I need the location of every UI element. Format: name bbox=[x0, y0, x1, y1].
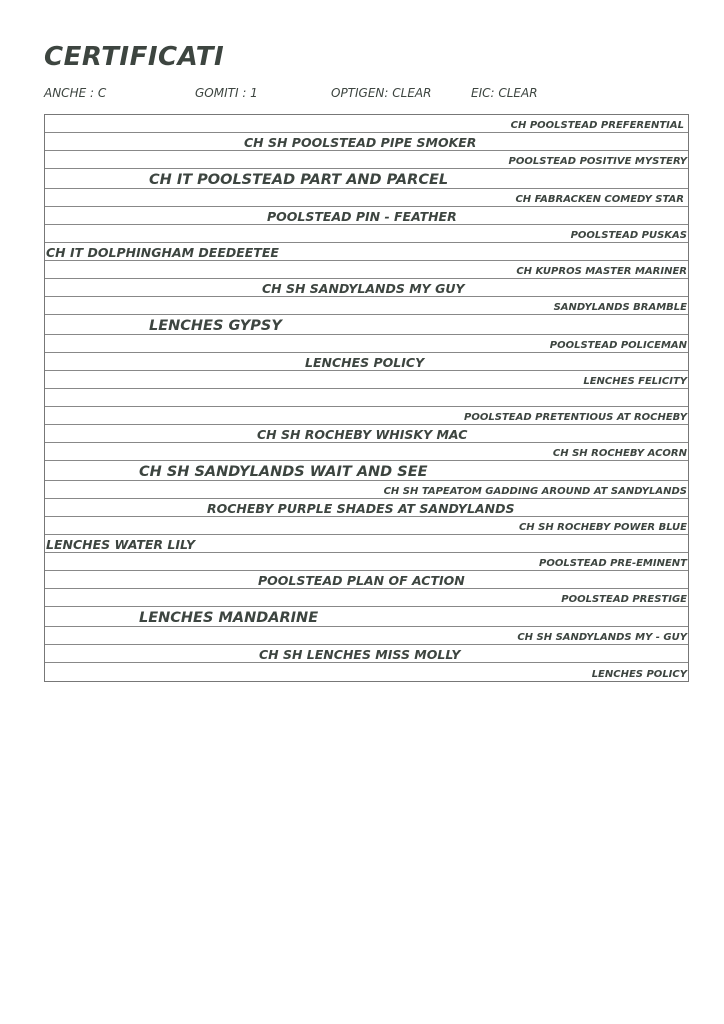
ancestor-name: SANDYLANDS BRAMBLE bbox=[553, 302, 687, 313]
ancestor-name: CH SH LENCHES MISS MOLLY bbox=[259, 646, 461, 662]
ancestor-name: ROCHEBY PURPLE SHADES AT SANDYLANDS bbox=[207, 500, 515, 516]
pedigree-row bbox=[45, 645, 688, 663]
ancestor-name: CH SH ROCHEBY ACORN bbox=[552, 448, 687, 459]
pedigree-row bbox=[45, 133, 688, 151]
ancestor-name: POOLSTEAD POSITIVE MYSTERY bbox=[508, 156, 687, 167]
page-title: CERTIFICATI bbox=[44, 42, 225, 72]
pedigree-row bbox=[45, 481, 688, 499]
pedigree-row bbox=[45, 607, 688, 627]
pedigree-row bbox=[45, 353, 688, 371]
health-hips: ANCHE : C bbox=[44, 86, 107, 100]
ancestor-name: LENCHES FELICITY bbox=[583, 376, 687, 387]
ancestor-name: POOLSTEAD POLICEMAN bbox=[549, 340, 687, 351]
pedigree-row bbox=[45, 571, 688, 589]
ancestor-name: LENCHES MANDARINE bbox=[139, 609, 319, 626]
pedigree-row bbox=[45, 225, 688, 243]
pedigree-row bbox=[45, 169, 688, 189]
pedigree-table bbox=[44, 114, 689, 682]
ancestor-name: CH FABRACKEN COMEDY STAR bbox=[515, 194, 684, 205]
pedigree-row bbox=[45, 627, 688, 645]
pedigree-row bbox=[45, 261, 688, 279]
ancestor-name: LENCHES WATER LILY bbox=[46, 536, 196, 552]
ancestor-name: LENCHES POLICY bbox=[591, 669, 687, 680]
pedigree-row bbox=[45, 297, 688, 315]
ancestor-name: POOLSTEAD PRESTIGE bbox=[561, 594, 687, 605]
ancestor-name: LENCHES GYPSY bbox=[149, 317, 282, 334]
health-results bbox=[0, 86, 724, 102]
ancestor-name: CH SH SANDYLANDS MY GUY bbox=[262, 280, 465, 296]
pedigree-row bbox=[45, 207, 688, 225]
pedigree-row bbox=[45, 243, 688, 261]
pedigree-row bbox=[45, 553, 688, 571]
pedigree-row bbox=[45, 499, 688, 517]
pedigree-row bbox=[45, 371, 688, 389]
pedigree-row bbox=[45, 589, 688, 607]
pedigree-row bbox=[45, 461, 688, 481]
pedigree-row bbox=[45, 189, 688, 207]
ancestor-name: CH SH POOLSTEAD PIPE SMOKER bbox=[244, 134, 477, 150]
pedigree-row bbox=[45, 151, 688, 169]
ancestor-name: CH SH ROCHEBY POWER BLUE bbox=[518, 522, 687, 533]
ancestor-name: POOLSTEAD PUSKAS bbox=[570, 230, 687, 241]
pedigree-row bbox=[45, 425, 688, 443]
ancestor-name: CH SH ROCHEBY WHISKY MAC bbox=[257, 426, 468, 442]
pedigree-row bbox=[45, 335, 688, 353]
ancestor-name: CH POOLSTEAD PREFERENTIAL bbox=[510, 120, 684, 131]
ancestor-name: CH SH SANDYLANDS WAIT AND SEE bbox=[139, 463, 428, 480]
ancestor-name: CH SH TAPEATOM GADDING AROUND AT SANDYLANDS bbox=[383, 486, 687, 497]
ancestor-name: CH IT POOLSTEAD PART AND PARCEL bbox=[149, 171, 449, 188]
ancestor-name: POOLSTEAD PLAN OF ACTION bbox=[258, 572, 465, 588]
pedigree-row bbox=[45, 517, 688, 535]
health-optigen: OPTIGEN: CLEAR bbox=[331, 86, 432, 100]
ancestor-name: POOLSTEAD PIN - FEATHER bbox=[267, 208, 457, 224]
pedigree-row bbox=[45, 443, 688, 461]
ancestor-name: CH KUPROS MASTER MARINER bbox=[516, 266, 687, 277]
health-eic: EIC: CLEAR bbox=[471, 86, 538, 100]
pedigree-row bbox=[45, 663, 688, 681]
pedigree-row bbox=[45, 535, 688, 553]
pedigree-row bbox=[45, 279, 688, 297]
pedigree-row bbox=[45, 115, 688, 133]
health-elbows: GOMITI : 1 bbox=[195, 86, 258, 100]
pedigree-row bbox=[45, 407, 688, 425]
ancestor-name: POOLSTEAD PRETENTIOUS AT ROCHEBY bbox=[464, 412, 687, 423]
ancestor-name: CH IT DOLPHINGHAM DEEDEETEE bbox=[46, 244, 279, 260]
pedigree-row-empty bbox=[45, 389, 688, 407]
ancestor-name: POOLSTEAD PRE-EMINENT bbox=[539, 558, 687, 569]
ancestor-name: CH SH SANDYLANDS MY - GUY bbox=[517, 632, 687, 643]
pedigree-row bbox=[45, 315, 688, 335]
ancestor-name: LENCHES POLICY bbox=[305, 354, 425, 370]
